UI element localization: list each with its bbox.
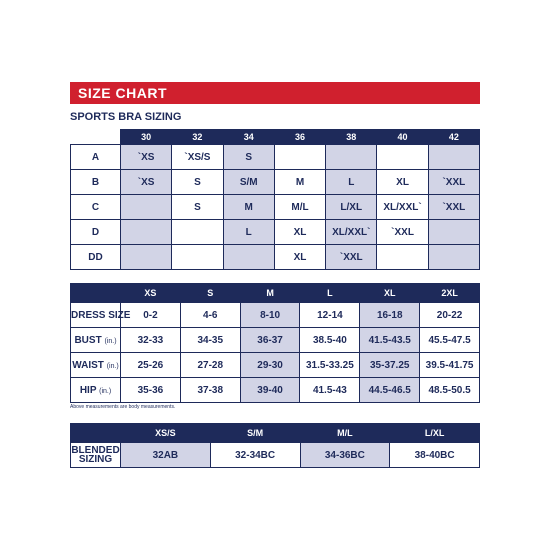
size-cell: S xyxy=(172,195,223,220)
measure-cell: 45.5-47.5 xyxy=(420,328,480,353)
size-cell: M xyxy=(274,170,325,195)
size-header: 2XL xyxy=(420,284,480,303)
row-label: BUST (in.) xyxy=(71,328,121,353)
dress-size-row xyxy=(71,303,480,328)
size-chart-title: SIZE CHART xyxy=(70,82,480,104)
measure-cell: 27-28 xyxy=(180,353,240,378)
size-header: L xyxy=(300,284,360,303)
size-cell: M xyxy=(223,195,274,220)
band-size-header: 34 xyxy=(223,130,274,145)
measure-cell: 39.5-41.75 xyxy=(420,353,480,378)
measure-cell: 35-36 xyxy=(121,378,181,403)
size-cell xyxy=(428,145,479,170)
blended-size-header: L/XL xyxy=(390,424,480,443)
row-label: HIP (in.) xyxy=(71,378,121,403)
size-cell: S xyxy=(223,145,274,170)
measure-cell: 0-2 xyxy=(121,303,181,328)
blended-cell: 32-34BC xyxy=(210,443,300,468)
cup-row-c xyxy=(71,195,480,220)
blended-sizing-table xyxy=(70,423,480,468)
size-cell: XL xyxy=(274,220,325,245)
row-label: BLENDED SIZING xyxy=(71,443,121,468)
measurement-note: Above measurements are body measurements. xyxy=(70,404,176,410)
body-measurement-table xyxy=(70,283,480,403)
cup-label: A xyxy=(71,145,121,170)
measure-cell: 16-18 xyxy=(360,303,420,328)
size-cell: `XXL xyxy=(428,195,479,220)
size-cell: M/L xyxy=(274,195,325,220)
row-label: WAIST (in.) xyxy=(71,353,121,378)
size-cell: XL/XXL` xyxy=(326,220,377,245)
measure-cell: 20-22 xyxy=(420,303,480,328)
size-cell: `XXL xyxy=(377,220,428,245)
blended-cell: 32AB xyxy=(121,443,211,468)
blended-cell: 34-36BC xyxy=(300,443,390,468)
cup-row-a xyxy=(71,145,480,170)
size-header: S xyxy=(180,284,240,303)
size-cell: `XXL xyxy=(326,245,377,270)
measure-cell: 35-37.25 xyxy=(360,353,420,378)
sports-bra-size-table xyxy=(70,129,480,270)
bust-row xyxy=(71,328,480,353)
corner-cell xyxy=(71,284,121,303)
cup-label: B xyxy=(71,170,121,195)
cup-row-d xyxy=(71,220,480,245)
size-cell xyxy=(326,145,377,170)
size-cell: L/XL xyxy=(326,195,377,220)
size-cell xyxy=(121,220,172,245)
size-cell: S/M xyxy=(223,170,274,195)
size-cell xyxy=(172,245,223,270)
corner-cell xyxy=(71,130,121,145)
measure-cell: 44.5-46.5 xyxy=(360,378,420,403)
size-cell xyxy=(377,145,428,170)
measure-cell: 34-35 xyxy=(180,328,240,353)
size-cell xyxy=(172,220,223,245)
size-cell: `XXL xyxy=(428,170,479,195)
size-cell: L xyxy=(326,170,377,195)
size-cell: `XS xyxy=(121,170,172,195)
measure-cell: 39-40 xyxy=(240,378,300,403)
size-cell xyxy=(121,195,172,220)
size-cell: XL/XXL` xyxy=(377,195,428,220)
blended-sizing-row xyxy=(71,443,480,468)
measure-cell: 38.5-40 xyxy=(300,328,360,353)
blended-size-header: S/M xyxy=(210,424,300,443)
size-cell xyxy=(223,245,274,270)
band-size-header: 38 xyxy=(326,130,377,145)
band-size-header: 30 xyxy=(121,130,172,145)
size-header-row xyxy=(71,284,480,303)
band-size-header-row xyxy=(71,130,480,145)
blended-size-header: XS/S xyxy=(121,424,211,443)
measure-cell: 12-14 xyxy=(300,303,360,328)
hip-row xyxy=(71,378,480,403)
measure-cell: 4-6 xyxy=(180,303,240,328)
measure-cell: 36-37 xyxy=(240,328,300,353)
measure-cell: 8-10 xyxy=(240,303,300,328)
cup-label: DD xyxy=(71,245,121,270)
size-cell: L xyxy=(223,220,274,245)
size-cell xyxy=(428,245,479,270)
size-cell: XL xyxy=(377,170,428,195)
cup-row-b xyxy=(71,170,480,195)
size-cell: `XS xyxy=(121,145,172,170)
size-cell: XL xyxy=(274,245,325,270)
corner-cell xyxy=(71,424,121,443)
measure-cell: 48.5-50.5 xyxy=(420,378,480,403)
measure-cell: 41.5-43.5 xyxy=(360,328,420,353)
band-size-header: 40 xyxy=(377,130,428,145)
size-cell xyxy=(274,145,325,170)
cup-row-dd xyxy=(71,245,480,270)
size-header: XS xyxy=(121,284,181,303)
blended-size-header: M/L xyxy=(300,424,390,443)
cup-label: C xyxy=(71,195,121,220)
size-header: XL xyxy=(360,284,420,303)
band-size-header: 32 xyxy=(172,130,223,145)
band-size-header: 36 xyxy=(274,130,325,145)
row-label: DRESS SIZE xyxy=(71,303,121,328)
measure-cell: 37-38 xyxy=(180,378,240,403)
size-cell: `XS/S xyxy=(172,145,223,170)
measure-cell: 32-33 xyxy=(121,328,181,353)
band-size-header: 42 xyxy=(428,130,479,145)
size-cell: S xyxy=(172,170,223,195)
size-cell xyxy=(121,245,172,270)
sports-bra-sizing-heading: SPORTS BRA SIZING xyxy=(70,111,182,123)
size-cell xyxy=(428,220,479,245)
measure-cell: 41.5-43 xyxy=(300,378,360,403)
measure-cell: 31.5-33.25 xyxy=(300,353,360,378)
measure-cell: 25-26 xyxy=(121,353,181,378)
waist-row xyxy=(71,353,480,378)
blended-header-row xyxy=(71,424,480,443)
cup-label: D xyxy=(71,220,121,245)
size-header: M xyxy=(240,284,300,303)
size-cell xyxy=(377,245,428,270)
measure-cell: 29-30 xyxy=(240,353,300,378)
blended-cell: 38-40BC xyxy=(390,443,480,468)
